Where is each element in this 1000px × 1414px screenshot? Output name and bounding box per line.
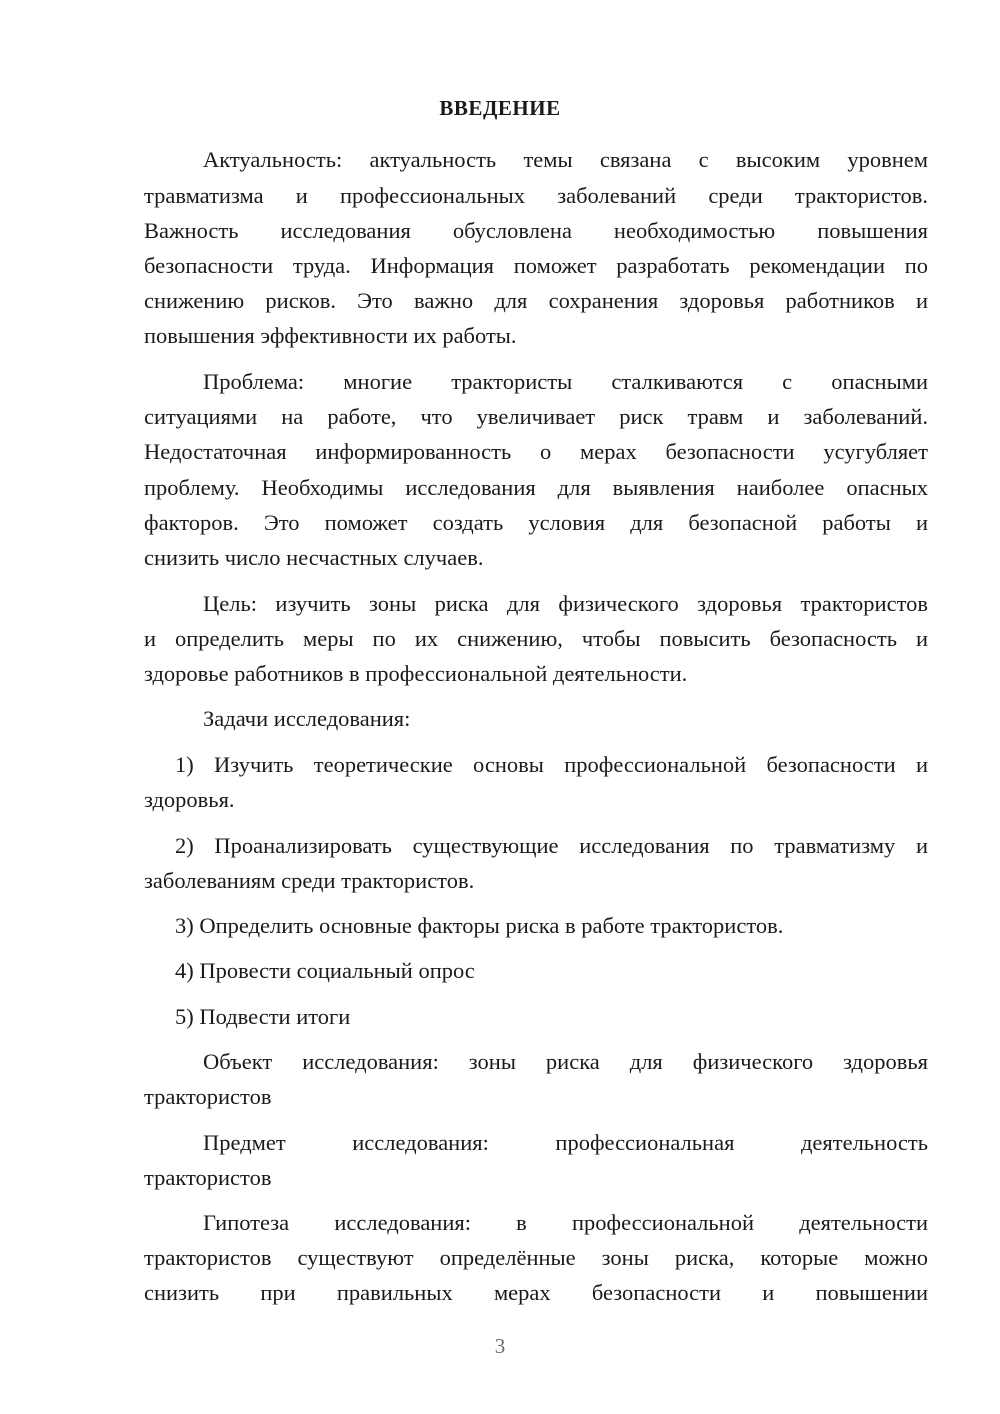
- text-line: Цель: изучить зоны риска для физического здоровья трактористов: [203, 591, 928, 616]
- text-line: Задачи исследования:: [203, 706, 411, 731]
- text-line: заболеваниям среди трактористов.: [144, 868, 475, 893]
- text-line: снижению рисков. Это важно для сохранения здоровья работников и: [144, 288, 928, 313]
- text-line: Недостаточная информированность о мерах безопасности усугубляет: [144, 439, 928, 464]
- text-line: Важность исследования обусловлена необходимостью повышения: [144, 218, 928, 243]
- text-line: здоровье работников в профессиональной деятельности.: [144, 661, 688, 686]
- text-line: проблему. Необходимы исследования для выявления наиболее опасных: [144, 475, 928, 500]
- list-item: 3) Определить основные факторы риска в работе трактористов.: [175, 913, 784, 938]
- list-item: 1) Изучить теоретические основы профессиональной безопасности и: [175, 752, 928, 777]
- text-line: здоровья.: [144, 787, 235, 812]
- text-line: Актуальность: актуальность темы связана с высоким уровнем: [203, 147, 928, 172]
- text-line: травматизма и профессиональных заболеваний среди трактористов.: [144, 183, 928, 208]
- list-item: 2) Проанализировать существующие исследования по травматизму и: [175, 833, 928, 858]
- list-item: 4) Провести социальный опрос: [175, 958, 475, 983]
- text-line: трактористов: [144, 1084, 272, 1109]
- text-line: ситуациями на работе, что увеличивает риск травм и заболеваний.: [144, 404, 928, 429]
- page-title: ВВЕДЕНИЕ: [439, 96, 561, 120]
- list-item: 5) Подвести итоги: [175, 1004, 351, 1029]
- text-line: снизить число несчастных случаев.: [144, 545, 484, 570]
- text-line: трактористов существуют определённые зоны риска, которые можно: [144, 1245, 928, 1270]
- text-line: снизить при правильных мерах безопасности и повышении: [144, 1280, 928, 1305]
- page-number: 3: [494, 1334, 506, 1358]
- text-line: Гипотеза исследования: в профессиональной деятельности: [203, 1210, 928, 1235]
- text-line: трактористов: [144, 1165, 272, 1190]
- text-line: Проблема: многие трактористы сталкиваются с опасными: [203, 369, 928, 394]
- text-line: и определить меры по их снижению, чтобы повысить безопасность и: [144, 626, 928, 651]
- text-line: безопасности труда. Информация поможет разработать рекомендации по: [144, 253, 928, 278]
- text-line: Объект исследования: зоны риска для физического здоровья: [203, 1049, 928, 1074]
- text-line: повышения эффективности их работы.: [144, 323, 517, 348]
- text-line: Предмет исследования: профессиональная деятельность: [203, 1130, 928, 1155]
- text-line: факторов. Это поможет создать условия для безопасной работы и: [144, 510, 928, 535]
